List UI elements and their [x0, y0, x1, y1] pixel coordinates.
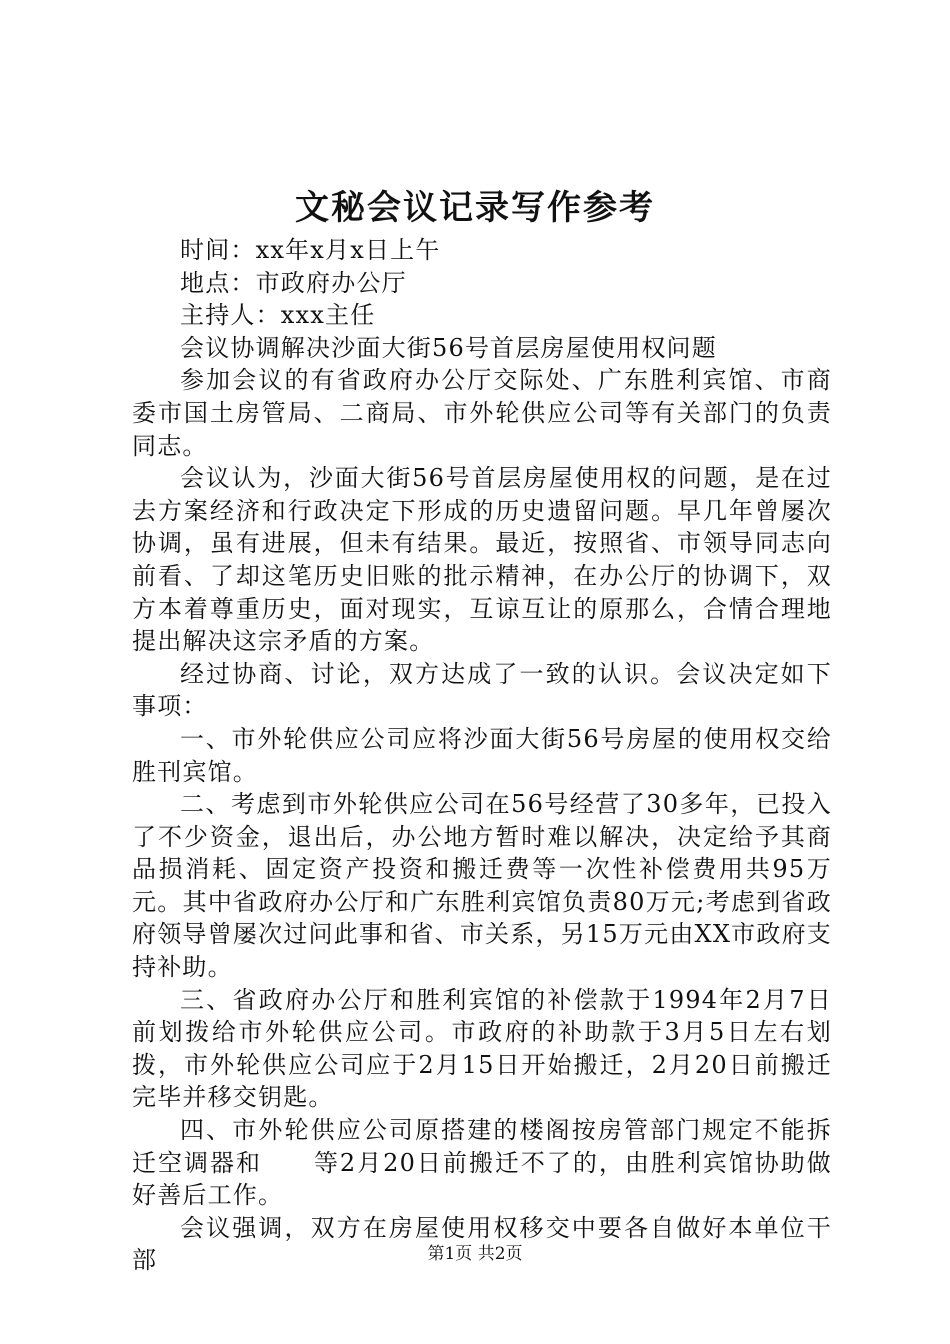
decision-item-3: 三、省政府办公厅和胜利宾馆的补偿款于1994年2月7日前划拨给市外轮供应公司。市政府的补助款于3月5日左右划拨，市外轮供应公司应于2月15日开始搬迁，2月20日前搬迁完毕并移交钥匙。	[132, 985, 832, 1112]
meeting-subject: 会议协调解决沙面大街56号首层房屋使用权问题	[180, 333, 717, 362]
meeting-time: 时间：xx年x月x日上午	[180, 236, 441, 264]
document-title: 文秘会议记录写作参考	[295, 188, 655, 228]
decision-item-2: 二、考虑到市外轮供应公司在56号经营了30多年，已投入了不少资金，退出后，办公地方暂时难以解决，决定给予其商品损消耗、固定资产投资和搬迁费等一次性补偿费用共95万元。其中省政府办公厅和广东胜利宾馆负责80万元;考虑到省政府领导曾屡次过问此事和省、市关系，另15万元由XX市政府支持补助。	[132, 790, 832, 982]
attendees-paragraph: 参加会议的有省政府办公厅交际处、广东胜利宾馆、市商委市国土房管局、二商局、市外轮供应公司等有关部门的负责同志。	[132, 366, 832, 460]
decision-item-1: 一、市外轮供应公司应将沙面大街56号房屋的使用权交给胜刊宾馆。	[132, 724, 832, 786]
document-body	[132, 234, 832, 1277]
meeting-location: 地点：市政府办公厅	[180, 268, 407, 297]
emphasis-paragraph: 会议强调，双方在房屋使用权移交中要各自做好本单位干部	[132, 1213, 832, 1275]
decision-intro-paragraph: 经过协商、讨论，双方达成了一致的认识。会议决定如下事项：	[132, 659, 832, 721]
background-paragraph: 会议认为，沙面大街56号首层房屋使用权的问题，是在过去方案经济和行政决定下形成的历史遗留问题。早几年曾屡次协调，虽有进展，但未有结果。最近，按照省、市领导同志向前看、了却这笔历史旧账的批示精神，在办公厅的协调下，双方本着尊重历史，面对现实，互谅互让的原那么，合情合理地提出解决这宗矛盾的方案。	[132, 464, 832, 656]
page-footer: 第1页 共2页	[427, 1244, 523, 1264]
meeting-host: 主持人：xxx主任	[180, 301, 376, 330]
decision-item-4: 四、市外轮供应公司原搭建的楼阁按房管部门规定不能拆迁空调器和 等2月20日前搬迁不了的，由胜利宾馆协助做好善后工作。	[132, 1116, 832, 1210]
